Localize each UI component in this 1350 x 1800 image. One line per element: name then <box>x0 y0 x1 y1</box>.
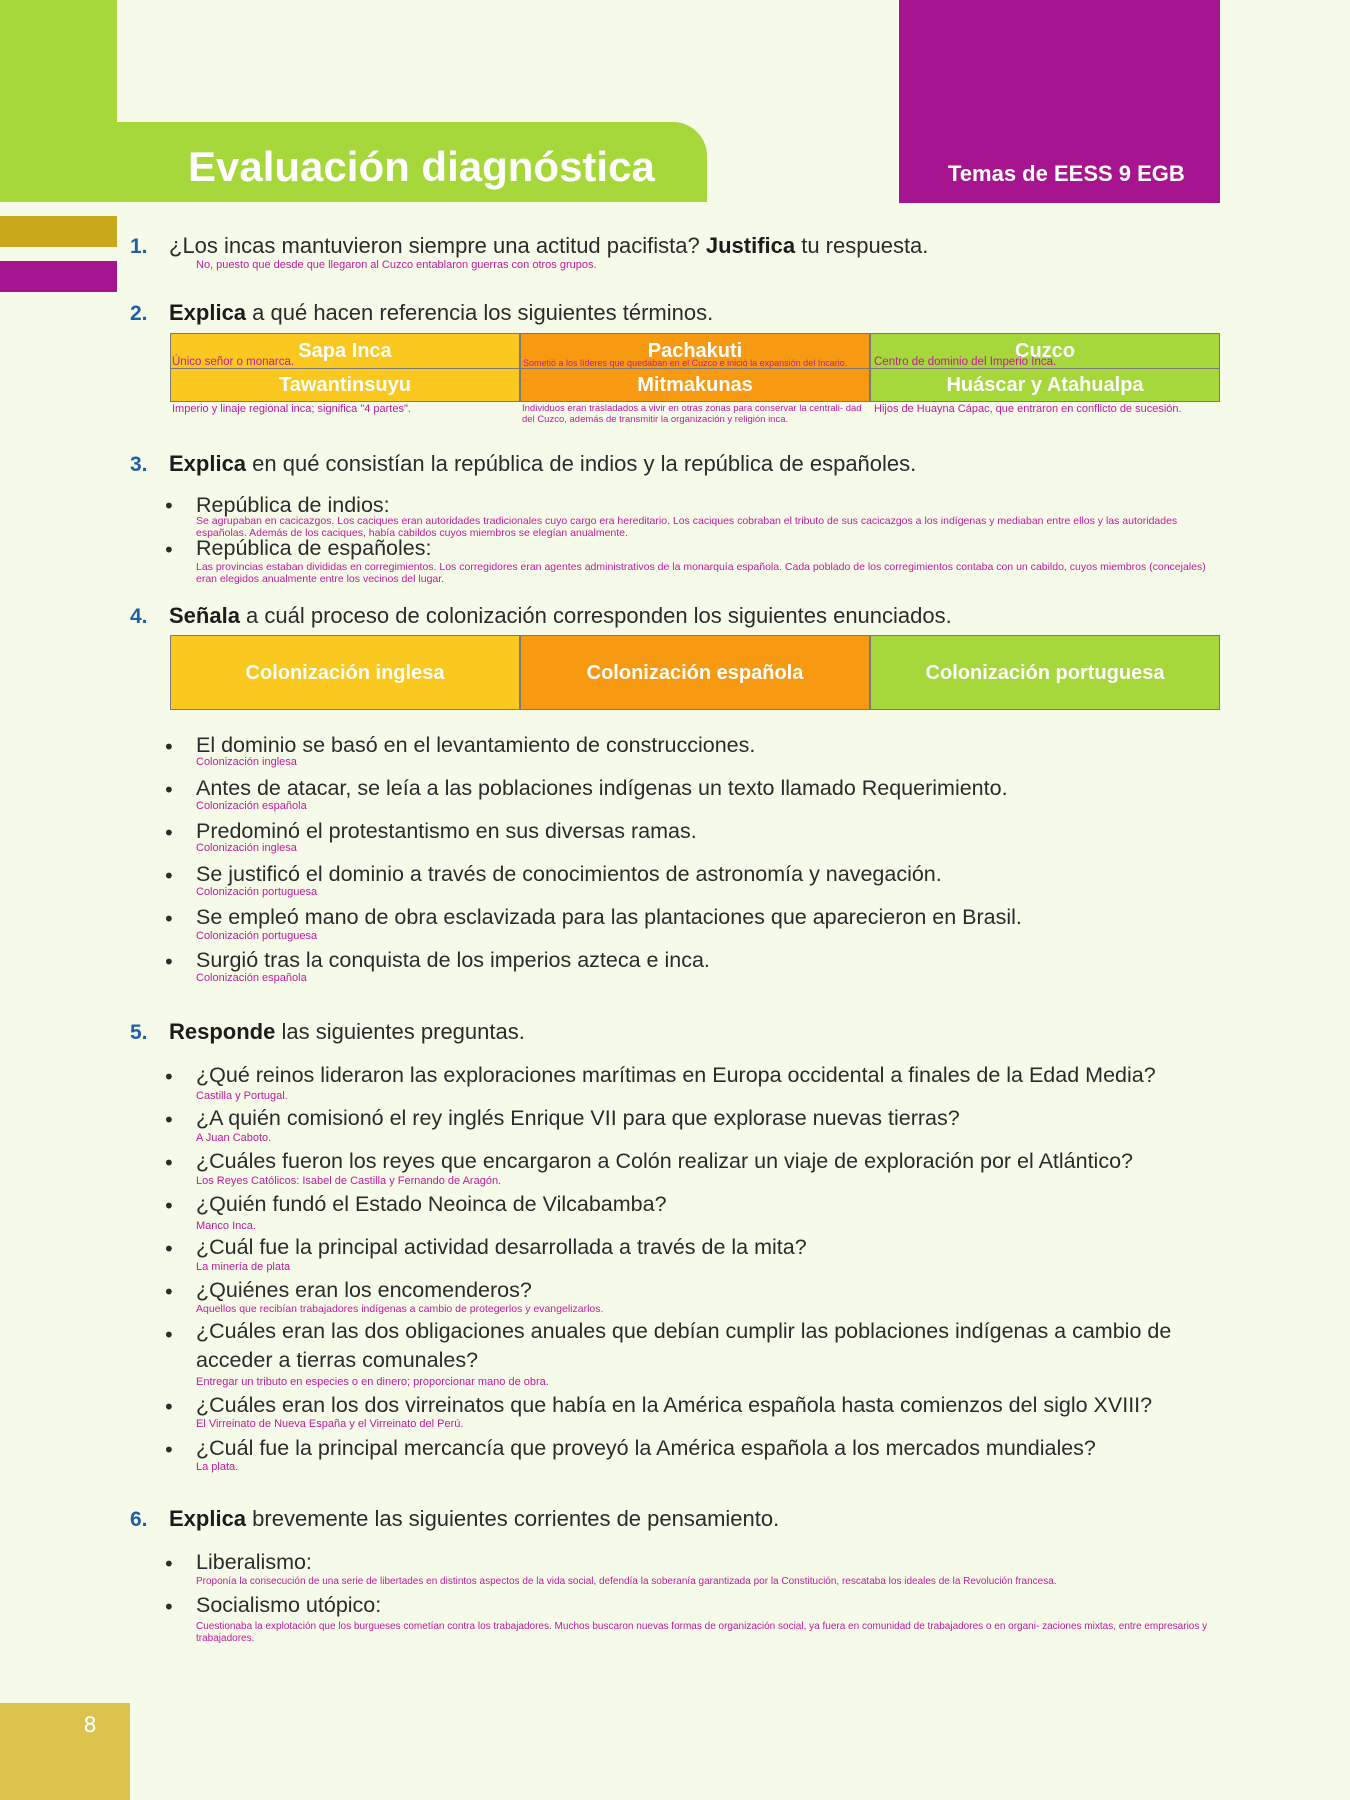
term-cell: Huáscar y Atahualpa <box>870 368 1220 402</box>
bullet-dot: • <box>163 1395 175 1419</box>
question-item: ¿Qué reinos lideraron las exploraciones marítimas en Europa occidental a finales de la Edad Media? <box>196 1063 1156 1087</box>
term-answer: Centro de dominio del Imperio Inca. <box>874 356 1057 368</box>
colonization-header: Colonización española <box>520 635 870 710</box>
bullet-dot: • <box>163 950 175 974</box>
page-number: 8 <box>83 1713 97 1737</box>
question-6: Explica brevemente las siguientes corrientes de pensamiento. <box>169 1506 780 1531</box>
question-item: ¿A quién comisionó el rey inglés Enrique VII para que explorase nuevas tierras? <box>196 1106 960 1130</box>
statement-answer: Colonización portuguesa <box>196 886 318 898</box>
statement-answer: Colonización portuguesa <box>196 930 318 942</box>
statement-answer: Colonización española <box>196 972 307 984</box>
bullet-dot: • <box>163 778 175 802</box>
answer-1: No, puesto que desde que llegaron al Cuzco entablaron guerras con otros grupos. <box>196 259 597 271</box>
question-answer: Los Reyes Católicos: Isabel de Castilla y Fernando de Aragón. <box>196 1175 502 1187</box>
bullet-dot: • <box>163 494 175 518</box>
bullet-dot: • <box>163 1552 175 1576</box>
question-item: ¿Cuál fue la principal actividad desarrollada a través de la mita? <box>196 1235 807 1259</box>
question-answer: El Virreinato de Nueva España y el Virreinato del Perú. <box>196 1418 464 1430</box>
bullet-dot: • <box>163 1438 175 1462</box>
item-answer: Cuestionaba la explotación que los burgueses cometían contra los trabajadores. Muchos buscaron nuevas formas de organización social, ya fuera en comunidad de trabajadores o en organi- zaciones mixtas, entre empresarios y trabajadores. <box>196 1621 1208 1644</box>
bullet-dot: • <box>163 821 175 845</box>
term-answer: Hijos de Huayna Cápac, que entraron en conflicto de sucesión. <box>874 403 1182 415</box>
bullet-dot: • <box>163 1237 175 1261</box>
question-item: ¿Cuál fue la principal mercancía que proveyó la América española a los mercados mundiales? <box>196 1436 1096 1460</box>
question-4: Señala a cuál proceso de colonización corresponden los siguientes enunciados. <box>169 603 952 628</box>
header-green-block <box>0 0 117 202</box>
bullet-dot: • <box>163 1108 175 1132</box>
bullet-dot: • <box>163 538 175 562</box>
term-cell: Cuzco <box>870 333 1220 369</box>
statement: Se empleó mano de obra esclavizada para las plantaciones que aparecieron en Brasil. <box>196 905 1022 929</box>
question-answer: Entregar un tributo en especies o en dinero; proporcionar mano de obra. <box>196 1376 549 1388</box>
term-cell: Sapa Inca <box>170 333 520 369</box>
bullet-dot: • <box>163 1323 175 1347</box>
question-number: 6. <box>130 1508 148 1531</box>
magenta-accent-bar <box>0 261 117 292</box>
item-label: República de indios: <box>196 493 390 517</box>
bullet-dot: • <box>163 1151 175 1175</box>
question-2: Explica a qué hacen referencia los siguientes términos. <box>169 300 714 325</box>
item-answer: Se agrupaban en cacicazgos. Los caciques eran autoridades tradicionales cuyo cargo era hereditario. Los caciques cobraban el tributo de sus cacicazgos a los indígenas y mediaban entre ellos y las autoridades españolas. Además de los caciques, había cabildos cuyos miembros se elegían anualmente. <box>196 515 1178 539</box>
subject-label: Temas de EESS 9 EGB <box>948 161 1185 186</box>
question-item: ¿Quiénes eran los encomenderos? <box>196 1278 532 1302</box>
question-answer: A Juan Caboto. <box>196 1132 272 1144</box>
term-cell: Pachakuti <box>520 333 870 369</box>
statement: Surgió tras la conquista de los imperios azteca e inca. <box>196 948 710 972</box>
bullet-dot: • <box>163 907 175 931</box>
colonization-header: Colonización inglesa <box>170 635 520 710</box>
term-cell: Mitmakunas <box>520 368 870 402</box>
question-answer: La minería de plata <box>196 1261 291 1273</box>
term-answer: Individuos eran trasladados a vivir en otras zonas para conservar la centrali- dad del Cuzco, además de transmitir la organización y religión inca. <box>522 403 862 425</box>
statement-answer: Colonización inglesa <box>196 756 297 768</box>
colonization-header: Colonización portuguesa <box>870 635 1220 710</box>
page-title: Evaluación diagnóstica <box>188 143 655 190</box>
question-item: ¿Cuáles eran los dos virreinatos que había en la América española hasta comienzos del siglo XVIII? <box>196 1393 1153 1417</box>
question-item: ¿Cuáles fueron los reyes que encargaron a Colón realizar un viaje de exploración por el Atlántico? <box>196 1149 1133 1173</box>
gold-accent-bar <box>0 216 117 247</box>
term-answer: Único señor o monarca. <box>172 356 295 368</box>
question-answer: Manco Inca. <box>196 1220 256 1232</box>
question-number: 2. <box>130 302 148 325</box>
term-cell: Tawantinsuyu <box>170 368 520 402</box>
question-number: 4. <box>130 605 148 628</box>
question-5: Responde las siguientes preguntas. <box>169 1019 525 1044</box>
statement: Se justificó el dominio a través de conocimientos de astronomía y navegación. <box>196 862 942 886</box>
statement-answer: Colonización española <box>196 800 307 812</box>
question-number: 5. <box>130 1021 148 1044</box>
question-item: ¿Quién fundó el Estado Neoinca de Vilcabamba? <box>196 1192 667 1216</box>
term-answer: Sometió a los líderes que quedaban en el Cuzco e inició la expansión del Incario. <box>523 358 848 368</box>
bullet-dot: • <box>163 864 175 888</box>
question-number: 3. <box>130 453 148 476</box>
question-answer: Castilla y Portugal. <box>196 1090 288 1102</box>
item-answer: Proponía la consecución de una serie de libertades en distintos aspectos de la vida social, defendía la soberanía garantizada por la Constitución, rescataba los ideales de la Revolución francesa. <box>196 1576 1057 1587</box>
statement: Antes de atacar, se leía a las poblaciones indígenas un texto llamado Requerimiento. <box>196 776 1008 800</box>
bullet-dot: • <box>163 735 175 759</box>
bullet-dot: • <box>163 1280 175 1304</box>
bullet-dot: • <box>163 1595 175 1619</box>
question-1: ¿Los incas mantuvieron siempre una actitud pacifista? Justifica tu respuesta. <box>169 233 929 258</box>
item-label: Socialismo utópico: <box>196 1593 382 1617</box>
statement: El dominio se basó en el levantamiento de construcciones. <box>196 733 756 757</box>
question-answer: La plata. <box>196 1461 239 1473</box>
question-3: Explica en qué consistían la república de indios y la república de españoles. <box>169 451 917 476</box>
item-label: República de españoles: <box>196 536 432 560</box>
term-answer: Imperio y linaje regional inca; significa "4 partes". <box>172 403 411 415</box>
statement-answer: Colonización inglesa <box>196 842 297 854</box>
question-answer: Aquellos que recibían trabajadores indígenas a cambio de protegerlos y evangelizarlos. <box>196 1303 604 1315</box>
item-label: Liberalismo: <box>196 1550 312 1574</box>
bullet-dot: • <box>163 1194 175 1218</box>
question-number: 1. <box>130 235 148 258</box>
bullet-dot: • <box>163 1065 175 1089</box>
item-answer: Las provincias estaban divididas en corregimientos. Los corregidores eran agentes administrativos de la monarquía española. Cada poblado de los corregimientos contaba con un cabildo, cuyos miembros (concejales) eran elegidos anualmente entre los vecinos del lugar. <box>196 561 1206 585</box>
statement: Predominó el protestantismo en sus diversas ramas. <box>196 819 697 843</box>
question-item: ¿Cuáles eran las dos obligaciones anuales que debían cumplir las poblaciones indígenas a cambio de acceder a tierras comunales? <box>196 1319 1172 1372</box>
